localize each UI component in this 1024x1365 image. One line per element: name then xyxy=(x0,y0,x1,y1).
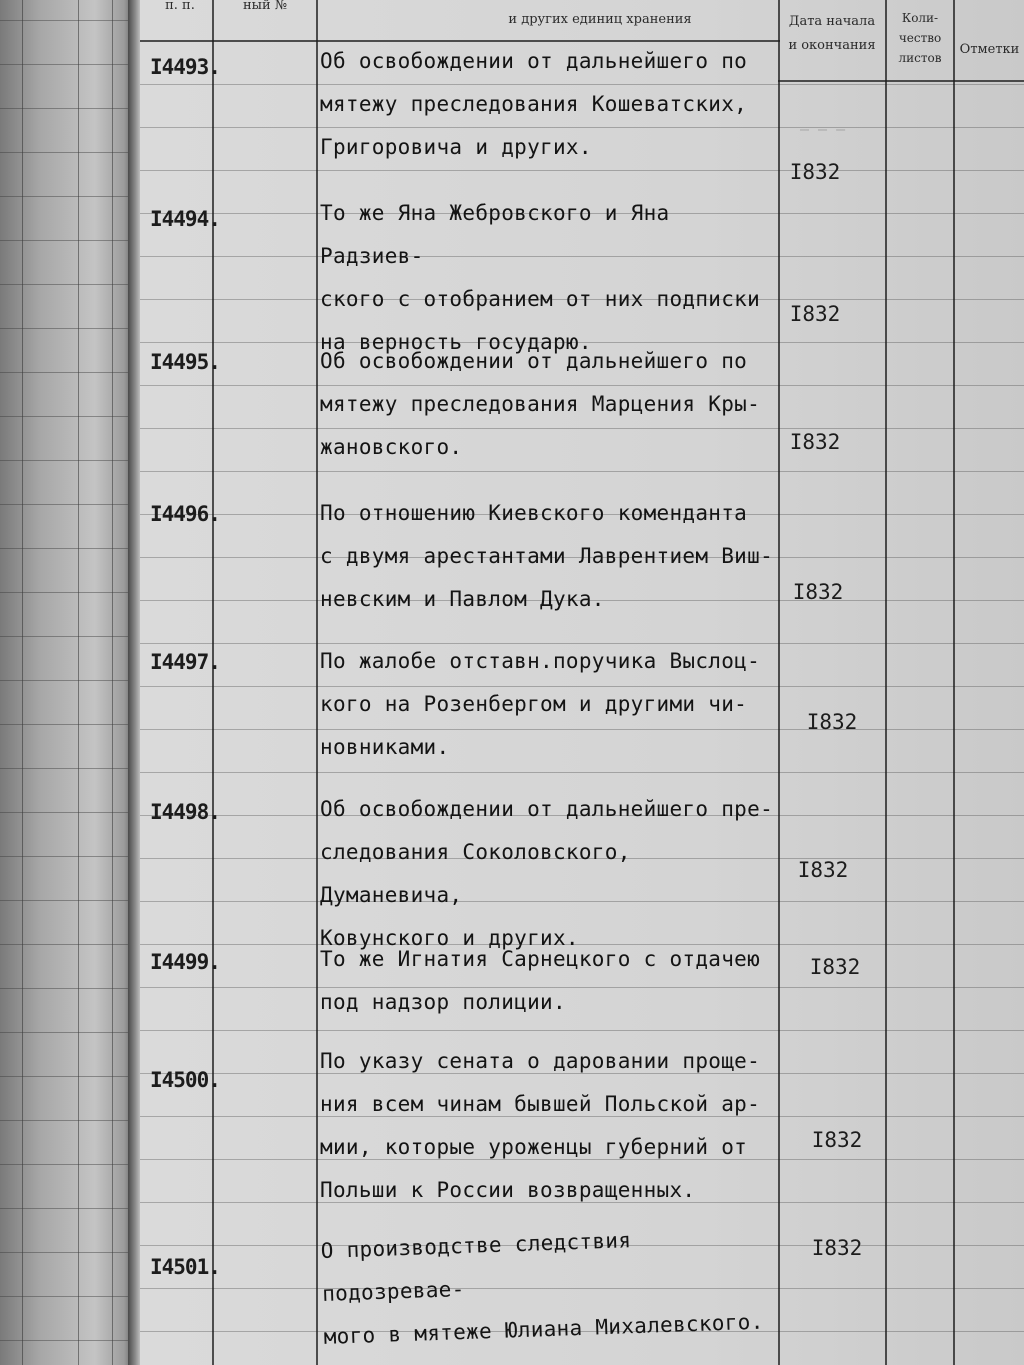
entry-date: I832 xyxy=(811,1236,863,1260)
entry-number: I4495. xyxy=(150,350,220,374)
entry-description: По жалобе отставн.поручика Выслоц- кого на Розенбергом и другими чи- новниками. xyxy=(320,649,761,759)
entry-date: I832 xyxy=(806,710,858,734)
left-page-ruled-line xyxy=(0,284,132,285)
book-spine xyxy=(128,0,140,1365)
left-page-ruled-line xyxy=(0,900,132,901)
entry-description: То же Яна Жебровского и Яна Радзиев- ского с отобранием от них подписки на верность государю. xyxy=(320,201,761,354)
left-page-ruled-line xyxy=(0,1208,132,1209)
entry-number: I4500. xyxy=(150,1068,220,1092)
entry-number: I4499. xyxy=(150,950,220,974)
entry-date: I832 xyxy=(811,1128,863,1152)
left-page-ruled-line xyxy=(0,636,132,637)
header-bottom-rule xyxy=(778,80,1024,82)
ruled-line xyxy=(140,772,1024,773)
column-divider xyxy=(316,0,318,1365)
left-page-ruled-line xyxy=(0,1164,132,1165)
entry-description: Об освобождении от дальнейшего пре- следования Соколовского, Думаневича, Ковунского и других. xyxy=(320,797,774,950)
entry-date: I832 xyxy=(792,580,844,604)
entry-description: О производстве следствия подозревае- мого в мятеже Юлиана Михалевского. xyxy=(320,1228,764,1349)
entry-number: I4497. xyxy=(150,650,220,674)
left-page-ruled-line xyxy=(0,372,132,373)
entry-date: I832 xyxy=(789,160,841,184)
left-page-ruled-line xyxy=(0,1120,132,1121)
column-divider xyxy=(953,0,955,1365)
left-page-ruled-line xyxy=(0,988,132,989)
left-page-ruled-line xyxy=(0,240,132,241)
entry-description: По отношению Киевского коменданта с двумя арестантами Лаврентием Виш- невским и Павлом Дука. xyxy=(320,501,774,611)
bleed-through-text: — — — xyxy=(800,120,846,138)
entry-number: I4501. xyxy=(150,1255,220,1279)
entry-date: I832 xyxy=(789,430,841,454)
entry-number: I4498. xyxy=(150,800,220,824)
left-page-ruled-line xyxy=(0,1340,132,1341)
left-page-ruled-line xyxy=(0,152,132,153)
entry-description: Об освобождении от дальнейшего по мятежу преследования Кошеватских, Григоровича и других. xyxy=(320,49,748,159)
header-sheets: Коли- чество листов xyxy=(898,11,942,65)
entry-description: Об освобождении от дальнейшего по мятежу преследования Марцения Кры- жановского. xyxy=(320,349,761,459)
entry-description: По указу сената о даровании проще- ния всем чинам бывшей Польской ар- мии, которые уроженцы губерний от Польши к России возвращенных. xyxy=(320,1049,761,1202)
left-page-ruled-line xyxy=(0,1032,132,1033)
left-page-ruled-line xyxy=(0,812,132,813)
left-page-ruled-line xyxy=(0,548,132,549)
left-page-ruled-line xyxy=(0,416,132,417)
left-page-ruled-line xyxy=(0,724,132,725)
header-number: п. п. xyxy=(165,0,195,13)
entry-date: I832 xyxy=(797,858,849,882)
entry-number: I4496. xyxy=(150,502,220,526)
left-page-column-line xyxy=(112,0,113,1365)
left-page-ruled-line xyxy=(0,108,132,109)
ruled-line xyxy=(140,471,1024,472)
entry-date: I832 xyxy=(809,955,861,979)
left-binding-page xyxy=(0,0,132,1365)
column-divider xyxy=(885,0,887,1365)
entry-description: То же Игнатия Сарнецкого с отдачею под надзор полиции. xyxy=(320,947,761,1014)
left-page-ruled-line xyxy=(0,504,132,505)
column-divider xyxy=(212,0,214,1365)
entry-date: I832 xyxy=(789,302,841,326)
left-page-ruled-line xyxy=(0,856,132,857)
left-page-ruled-line xyxy=(0,1076,132,1077)
header-dates: Дата начала и окончания xyxy=(788,14,876,53)
left-page-ruled-line xyxy=(0,1252,132,1253)
left-page-ruled-line xyxy=(0,680,132,681)
left-page-ruled-line xyxy=(0,20,132,21)
left-page-ruled-line xyxy=(0,944,132,945)
left-page-ruled-line xyxy=(0,328,132,329)
left-page-ruled-line xyxy=(0,1296,132,1297)
header-title: и других единиц хранения xyxy=(508,12,692,27)
left-page-ruled-line xyxy=(0,768,132,769)
left-page-ruled-line xyxy=(0,64,132,65)
entry-number: I4493. xyxy=(150,55,220,79)
header-old-number: ный № xyxy=(242,0,288,13)
entry-number: I4494. xyxy=(150,207,220,231)
left-page-column-line xyxy=(78,0,79,1365)
ruled-line xyxy=(140,1030,1024,1031)
left-page-column-line xyxy=(22,0,23,1365)
left-page-ruled-line xyxy=(0,196,132,197)
left-page-ruled-line xyxy=(0,460,132,461)
left-page-ruled-line xyxy=(0,592,132,593)
ruled-line xyxy=(140,170,1024,171)
header-notes: Отметки xyxy=(959,42,1020,57)
